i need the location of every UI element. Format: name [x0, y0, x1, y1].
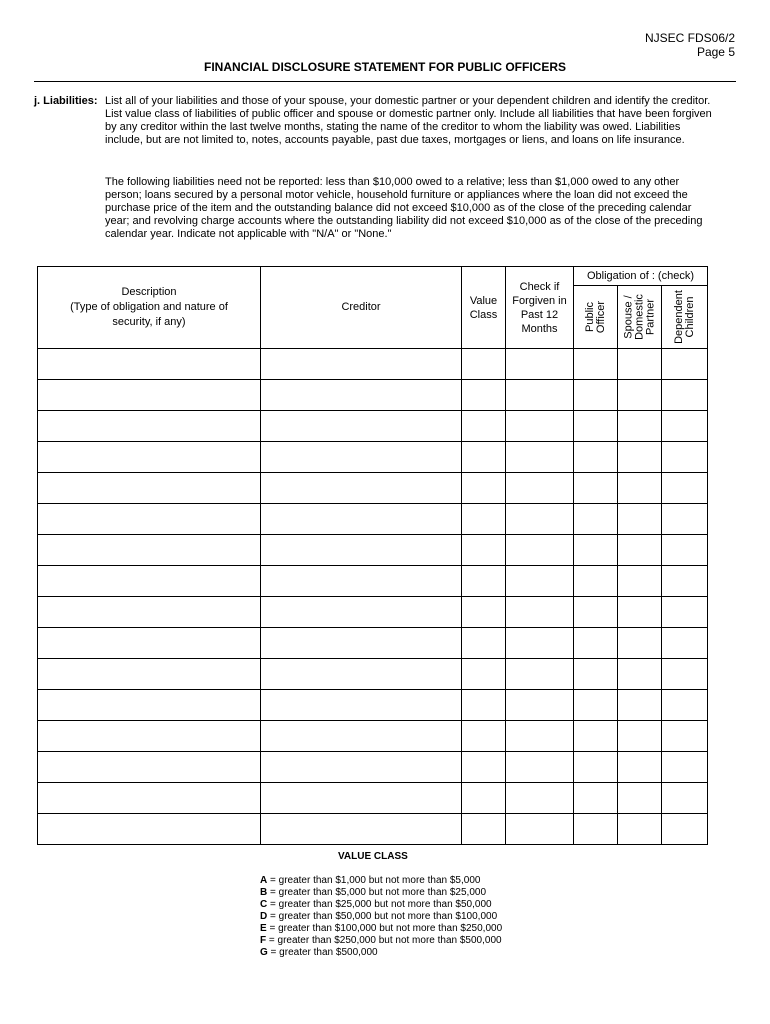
value-class-cell[interactable]: [462, 349, 506, 380]
description-cell[interactable]: [38, 721, 261, 752]
table-row: [38, 411, 708, 442]
header-creditor: Creditor: [261, 267, 462, 349]
public-officer-cell[interactable]: [574, 752, 618, 783]
public-officer-cell[interactable]: [574, 690, 618, 721]
value-class-cell[interactable]: [462, 814, 506, 845]
creditor-cell[interactable]: [261, 628, 462, 659]
public-officer-cell[interactable]: [574, 597, 618, 628]
forgiven-cell[interactable]: [506, 566, 574, 597]
spouse-partner-cell[interactable]: [618, 783, 662, 814]
liabilities-table: [37, 266, 708, 845]
title-divider: [34, 81, 736, 82]
public-officer-cell[interactable]: [574, 380, 618, 411]
spouse-partner-cell[interactable]: [618, 814, 662, 845]
table-row: [38, 504, 708, 535]
value-class-item: B = greater than $5,000 but not more than $25,000: [260, 887, 487, 898]
dependent-children-cell[interactable]: [662, 442, 708, 473]
header-spouse-partner: Spouse / Domestic Partner: [618, 286, 662, 349]
description-cell[interactable]: [38, 752, 261, 783]
forgiven-cell[interactable]: [506, 535, 574, 566]
table-row: [38, 721, 708, 752]
value-class-item: F = greater than $250,000 but not more than $500,000: [260, 935, 502, 946]
table-row: [38, 380, 708, 411]
table-row: [38, 690, 708, 721]
creditor-cell[interactable]: [261, 752, 462, 783]
value-class-item: E = greater than $100,000 but not more than $250,000: [260, 923, 503, 934]
description-cell[interactable]: [38, 597, 261, 628]
dependent-children-cell[interactable]: [662, 814, 708, 845]
value-class-cell[interactable]: [462, 473, 506, 504]
creditor-cell[interactable]: [261, 473, 462, 504]
dependent-children-cell[interactable]: [662, 349, 708, 380]
page-number: Page 5: [696, 45, 735, 59]
value-class-list: [260, 875, 502, 959]
value-class-cell[interactable]: [462, 628, 506, 659]
description-cell[interactable]: [38, 349, 261, 380]
header-dependent-children: Dependent Children: [662, 286, 708, 349]
value-class-item: C = greater than $25,000 but not more than $50,000: [260, 899, 492, 910]
spouse-partner-cell[interactable]: [618, 349, 662, 380]
table-row: [38, 442, 708, 473]
header-public-officer: Public Officer: [574, 286, 618, 349]
table-row: [38, 659, 708, 690]
dependent-children-cell[interactable]: [662, 628, 708, 659]
table-row: [38, 752, 708, 783]
public-officer-cell[interactable]: [574, 566, 618, 597]
spouse-partner-cell[interactable]: [618, 721, 662, 752]
dependent-children-cell[interactable]: [662, 752, 708, 783]
creditor-cell[interactable]: [261, 380, 462, 411]
description-cell[interactable]: [38, 411, 261, 442]
spouse-partner-cell[interactable]: [618, 535, 662, 566]
description-cell[interactable]: [38, 442, 261, 473]
dependent-children-cell[interactable]: [662, 659, 708, 690]
forgiven-cell[interactable]: [506, 783, 574, 814]
dependent-children-cell[interactable]: [662, 597, 708, 628]
creditor-cell[interactable]: [261, 349, 462, 380]
spouse-partner-cell[interactable]: [618, 628, 662, 659]
creditor-cell[interactable]: [261, 535, 462, 566]
spouse-partner-cell[interactable]: [618, 597, 662, 628]
spouse-partner-cell[interactable]: [618, 659, 662, 690]
header-value-class: Value Class: [462, 267, 506, 349]
dependent-children-cell[interactable]: [662, 690, 708, 721]
value-class-cell[interactable]: [462, 597, 506, 628]
spouse-partner-cell[interactable]: [618, 473, 662, 504]
public-officer-cell[interactable]: [574, 721, 618, 752]
dependent-children-cell[interactable]: [662, 380, 708, 411]
creditor-cell[interactable]: [261, 566, 462, 597]
description-cell[interactable]: [38, 473, 261, 504]
value-class-item: G = greater than $500,000: [260, 947, 378, 958]
value-class-cell[interactable]: [462, 752, 506, 783]
creditor-cell[interactable]: [261, 690, 462, 721]
spouse-partner-cell[interactable]: [618, 380, 662, 411]
forgiven-cell[interactable]: [506, 597, 574, 628]
description-cell[interactable]: [38, 814, 261, 845]
spouse-partner-cell[interactable]: [618, 566, 662, 597]
header-obligation: Obligation of : (check): [574, 267, 708, 286]
creditor-cell[interactable]: [261, 814, 462, 845]
form-id: NJSEC FDS06/2: [644, 31, 735, 45]
description-cell[interactable]: [38, 504, 261, 535]
forgiven-cell[interactable]: [506, 752, 574, 783]
public-officer-cell[interactable]: [574, 628, 618, 659]
creditor-cell[interactable]: [261, 597, 462, 628]
value-class-item: D = greater than $50,000 but not more than $100,000: [260, 911, 498, 922]
spouse-partner-cell[interactable]: [618, 504, 662, 535]
dependent-children-cell[interactable]: [662, 566, 708, 597]
creditor-cell[interactable]: [261, 411, 462, 442]
section-label: j. Liabilities:: [34, 95, 98, 107]
form-header: [645, 31, 735, 59]
public-officer-cell[interactable]: [574, 411, 618, 442]
forgiven-cell[interactable]: [506, 442, 574, 473]
value-class-cell[interactable]: [462, 566, 506, 597]
value-class-cell[interactable]: [462, 783, 506, 814]
dependent-children-cell[interactable]: [662, 721, 708, 752]
table-row: [38, 628, 708, 659]
value-class-cell[interactable]: [462, 535, 506, 566]
public-officer-cell[interactable]: [574, 504, 618, 535]
creditor-cell[interactable]: [261, 442, 462, 473]
description-cell[interactable]: [38, 659, 261, 690]
value-class-cell[interactable]: [462, 380, 506, 411]
dependent-children-cell[interactable]: [662, 473, 708, 504]
creditor-cell[interactable]: [261, 721, 462, 752]
forgiven-cell[interactable]: [506, 690, 574, 721]
value-class-cell[interactable]: [462, 442, 506, 473]
table-row: [38, 566, 708, 597]
creditor-cell[interactable]: [261, 504, 462, 535]
value-class-cell[interactable]: [462, 659, 506, 690]
forgiven-cell[interactable]: [506, 721, 574, 752]
instructions-paragraph: List all of your liabilities and those of your spouse, your domestic partner or your dependent children and identify the creditor. List value class of liabilities of public officer and spouse or domestic partner only. Include all liabilities that have been forgiven by any creditor within the last twelve months, stating the name of the creditor to whom the liability was owed. Liabilities include, but are not limited to, notes, accounts payable, past due taxes, mortgages or liens, and loans on life insurance.: [105, 95, 712, 146]
table-row: [38, 597, 708, 628]
public-officer-cell[interactable]: [574, 659, 618, 690]
public-officer-cell[interactable]: [574, 442, 618, 473]
forgiven-cell[interactable]: [506, 380, 574, 411]
dependent-children-cell[interactable]: [662, 535, 708, 566]
dependent-children-cell[interactable]: [662, 504, 708, 535]
description-cell[interactable]: [38, 566, 261, 597]
forgiven-cell[interactable]: [506, 659, 574, 690]
value-class-title: VALUE CLASS: [338, 851, 408, 862]
value-class-cell[interactable]: [462, 504, 506, 535]
forgiven-cell[interactable]: [506, 504, 574, 535]
spouse-partner-cell[interactable]: [618, 411, 662, 442]
page-title: FINANCIAL DISCLOSURE STATEMENT FOR PUBLIC OFFICERS: [204, 60, 566, 74]
value-class-cell[interactable]: [462, 411, 506, 442]
forgiven-cell[interactable]: [506, 473, 574, 504]
forgiven-cell[interactable]: [506, 628, 574, 659]
creditor-cell[interactable]: [261, 783, 462, 814]
creditor-cell[interactable]: [261, 659, 462, 690]
forgiven-cell[interactable]: [506, 411, 574, 442]
exemptions-paragraph: The following liabilities need not be reported: less than $10,000 owed to a relative; less than $1,000 owed to any other person; loans secured by a personal motor vehicle, household furniture or appliances where the loan did not exceed the purchase price of the item and the outstanding balance did not exceed $10,000 as of the close of the preceding calendar year; and revolving charge accounts where the outstanding liability did not exceed $10,000 as of the close of the preceding calendar year. Indicate not applicable with "N/A" or "None.": [105, 176, 703, 240]
header-description: Description (Type of obligation and nature of security, if any): [38, 267, 261, 349]
spouse-partner-cell[interactable]: [618, 442, 662, 473]
spouse-partner-cell[interactable]: [618, 690, 662, 721]
public-officer-cell[interactable]: [574, 783, 618, 814]
public-officer-cell[interactable]: [574, 349, 618, 380]
forgiven-cell[interactable]: [506, 814, 574, 845]
description-cell[interactable]: [38, 783, 261, 814]
forgiven-cell[interactable]: [506, 349, 574, 380]
public-officer-cell[interactable]: [574, 473, 618, 504]
value-class-cell[interactable]: [462, 690, 506, 721]
table-row: [38, 783, 708, 814]
value-class-cell[interactable]: [462, 721, 506, 752]
description-cell[interactable]: [38, 380, 261, 411]
table-row: [38, 535, 708, 566]
description-cell[interactable]: [38, 535, 261, 566]
dependent-children-cell[interactable]: [662, 783, 708, 814]
table-row: [38, 349, 708, 380]
public-officer-cell[interactable]: [574, 535, 618, 566]
spouse-partner-cell[interactable]: [618, 752, 662, 783]
description-cell[interactable]: [38, 628, 261, 659]
header-forgiven: Check if Forgiven in Past 12 Months: [506, 267, 574, 349]
table-row: [38, 473, 708, 504]
value-class-item: A = greater than $1,000 but not more than $5,000: [260, 875, 481, 886]
public-officer-cell[interactable]: [574, 814, 618, 845]
dependent-children-cell[interactable]: [662, 411, 708, 442]
description-cell[interactable]: [38, 690, 261, 721]
table-row: [38, 814, 708, 845]
